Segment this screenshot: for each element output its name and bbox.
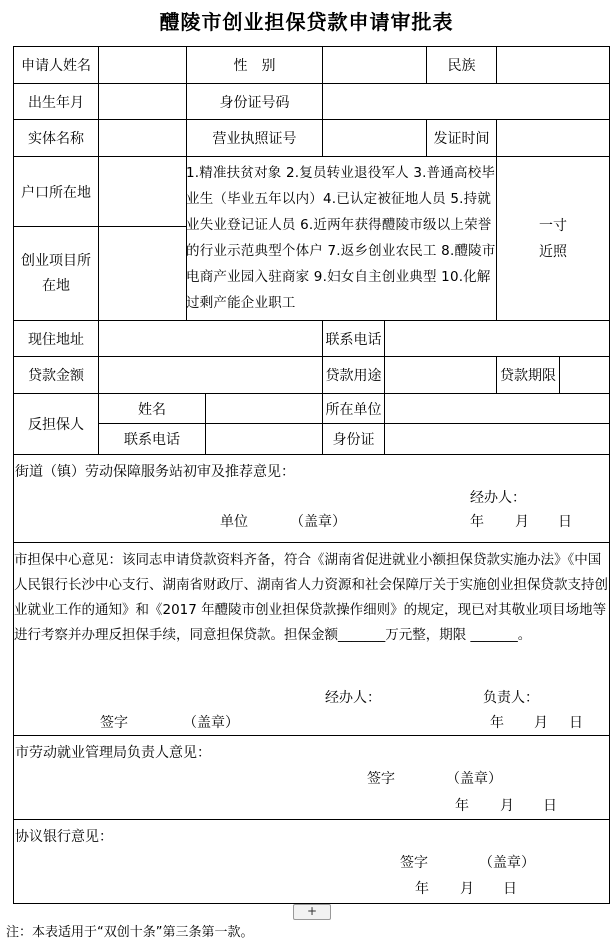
field-project-location[interactable] [98, 226, 187, 321]
label-text: 出生年月 [28, 94, 84, 111]
bank-sign-label: 签字 [400, 855, 428, 871]
label-ethnicity [426, 46, 497, 84]
field-guarantor-name[interactable] [205, 393, 323, 424]
field-id-number[interactable] [322, 83, 610, 120]
field-contact-phone[interactable] [384, 320, 610, 357]
label-text: 现住地址 [28, 331, 84, 348]
label-text: 反担保人 [28, 417, 84, 433]
label-text: 贷款期限 [500, 368, 556, 384]
center-date-year: 年 [490, 715, 504, 731]
street-handler-label: 经办人： [470, 490, 526, 506]
field-birth[interactable] [98, 83, 187, 120]
field-loan-amount[interactable] [98, 356, 323, 394]
bureau-date-month: 月 [500, 798, 514, 814]
label-text: 姓名 [138, 401, 166, 418]
label-text: 民族 [447, 58, 476, 74]
label-hukou [13, 156, 99, 227]
bank-seal-label: （盖章） [479, 855, 535, 871]
bank-date-month: 月 [460, 881, 474, 897]
label-text: 贷款用途 [325, 368, 382, 384]
label-id-card [322, 423, 385, 455]
label-issue-date [426, 119, 497, 157]
label-loan-term [496, 356, 560, 394]
bureau-date-year: 年 [455, 798, 469, 814]
bureau-date-day: 日 [543, 798, 557, 814]
label-text: 联系电话 [124, 432, 180, 448]
field-ethnicity[interactable] [496, 46, 610, 84]
label-text: 所在单位 [325, 401, 382, 418]
field-id-card[interactable] [384, 423, 610, 455]
field-issue-date[interactable] [496, 119, 610, 157]
street-date-month: 月 [515, 514, 529, 530]
bank-date-year: 年 [415, 881, 429, 897]
center-principal-label: 负责人： [483, 690, 539, 706]
photo-label: 一寸 近照 [539, 217, 567, 260]
label-text: 户口所在地 [21, 184, 91, 201]
center-date-day: 日 [569, 715, 583, 731]
label-loan-use [322, 356, 385, 394]
field-guarantor-phone[interactable] [205, 423, 323, 455]
bureau-seal-label: （盖章） [446, 771, 502, 787]
street-date-year: 年 [470, 514, 484, 530]
center-handler-label: 经办人： [325, 690, 381, 706]
label-text: 实体名称 [28, 131, 84, 147]
label-text: 联系电话 [325, 331, 382, 348]
bureau-opinion-label: 市劳动就业管理局负责人意见： [15, 745, 211, 761]
label-entity-name [13, 119, 99, 157]
label-license-number [186, 119, 323, 157]
label-project-location [13, 226, 99, 321]
label-text: 贷款金额 [28, 368, 84, 384]
field-entity-name[interactable] [98, 119, 187, 157]
bank-opinion-label: 协议银行意见： [15, 829, 113, 845]
field-license-number[interactable] [322, 119, 427, 157]
center-seal-label: （盖章） [183, 715, 239, 731]
photo-box[interactable] [496, 156, 610, 321]
field-loan-use[interactable] [384, 356, 497, 394]
label-text: 发证时间 [433, 131, 490, 147]
applicant-categories: 1.精准扶贫对象 2.复员转业退役军人 3.普通高校毕业生（毕业五年以内）4.已认定被征地人员 5.持就业失业登记证人员 6.近两年获得醴陵市级以上荣誉的行业示范典型个体户 7.返乡创业农民工 8.醴陵市电商产业园入驻商家 9.妇女自主创业典型 10.化解过剩产能企业职工 [186, 165, 496, 311]
form-title: 醴陵市创业担保贷款申请审批表 [159, 10, 454, 34]
center-sign-label: 签字 [100, 715, 128, 731]
street-opinion-label: 街道（镇）劳动保障服务站初审及推荐意见： [15, 464, 295, 480]
label-text: 性 别 [233, 58, 276, 74]
bank-date-day: 日 [503, 881, 517, 897]
label-guarantor-phone [98, 423, 206, 455]
label-text: 创业项目所在地 [21, 252, 91, 294]
center-date-month: 月 [534, 715, 548, 731]
label-id-number [186, 83, 323, 120]
label-text: 营业执照证号 [212, 131, 297, 147]
field-employer[interactable] [384, 393, 610, 424]
label-text: 身份证 [332, 432, 375, 448]
footnote: 注：本表适用于“双创十条”第三条第一款。 [6, 925, 254, 940]
label-gender [186, 46, 323, 84]
expand-plus-button[interactable]: + [293, 904, 331, 920]
label-counter-guarantor [13, 393, 99, 455]
label-text: 申请人姓名 [21, 58, 91, 74]
label-guarantor-name [98, 393, 206, 424]
label-birth [13, 83, 99, 120]
street-date-day: 日 [558, 514, 572, 530]
field-loan-term[interactable] [559, 356, 610, 394]
field-gender[interactable] [322, 46, 427, 84]
street-unit-label: 单位 [220, 514, 248, 530]
bureau-sign-label: 签字 [367, 771, 395, 787]
field-applicant-name[interactable] [98, 46, 187, 84]
label-current-address [13, 320, 99, 357]
label-applicant-name [13, 46, 99, 84]
label-loan-amount [13, 356, 99, 394]
label-contact-phone [322, 320, 385, 357]
street-seal-label: （盖章） [290, 514, 346, 530]
label-text: 身份证号码 [219, 94, 290, 111]
guarantee-center-opinion: 市担保中心意见：该同志申请贷款资料齐备，符合《湖南省促进就业小额担保贷款实施办法》《中国人民银行长沙中心支行、湖南省财政厅、湖南省人力资源和社会保障厅关于实施创业担保贷款支持创业就业工作的通知》和《2017 年醴陵市创业担保贷款操作细则》的规定，现已对其敬业项目场地等进行考察并办理反担保手续，同意担保贷款。担保金额_______万元整，期限 _______。 [14, 552, 608, 643]
label-employer [322, 393, 385, 424]
field-hukou[interactable] [98, 156, 187, 227]
field-current-address[interactable] [98, 320, 323, 357]
